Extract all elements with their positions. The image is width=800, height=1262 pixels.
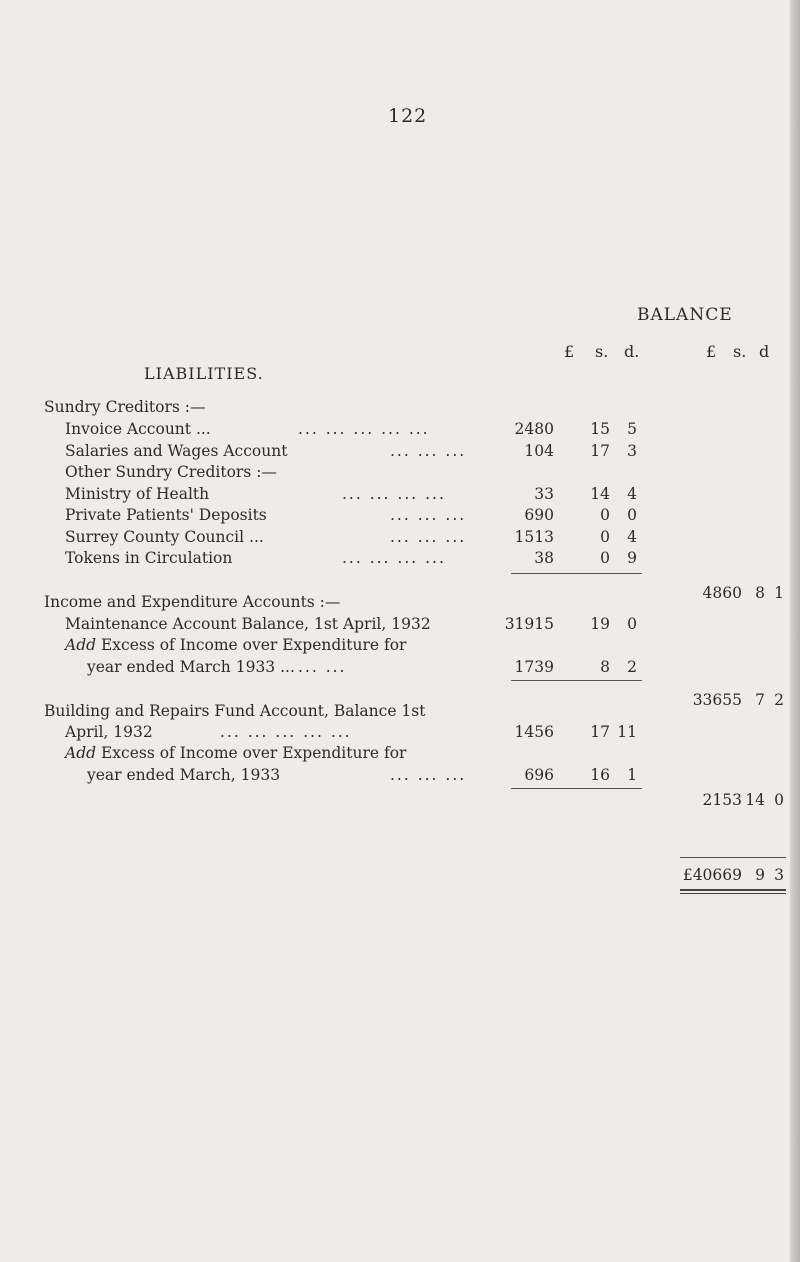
row-pence: 1: [627, 766, 637, 784]
row-pence: 4: [627, 485, 637, 503]
page-edge-shadow: [790, 0, 800, 1262]
row-pence: 11: [617, 723, 637, 741]
balance-pence-header: d: [759, 342, 770, 361]
row-shillings: 14: [590, 485, 610, 503]
row-pounds: 690: [524, 506, 554, 524]
row-pounds: 1456: [514, 723, 554, 741]
row-shillings: 8: [600, 658, 610, 676]
row-pounds: 38: [534, 549, 554, 567]
row-pounds: 33: [534, 485, 554, 503]
row-pounds: 1513: [514, 528, 554, 546]
sundry-creditors-title: Sundry Creditors :—: [44, 398, 206, 416]
page-number: 122: [388, 105, 428, 127]
grand-total-shillings: 9: [755, 866, 765, 884]
row-shillings: 0: [600, 506, 610, 524]
subtotal-rule: [511, 573, 642, 574]
total-pence: 2: [774, 691, 784, 709]
grand-total-double-rule-2: [680, 893, 786, 894]
balance-heading: BALANCE: [637, 305, 733, 325]
row-shillings: 0: [600, 549, 610, 567]
row-pounds: 696: [524, 766, 554, 784]
row-label: Tokens in Circulation: [65, 549, 233, 567]
row-label: Surrey County Council ...: [65, 528, 264, 546]
add-word: Add: [65, 636, 97, 654]
row-leaders: ... ... ... ...: [342, 485, 446, 503]
row-pence: 9: [627, 549, 637, 567]
grand-total-pounds: £40669: [682, 866, 742, 884]
add-word: Add: [65, 744, 97, 762]
grand-total-double-rule-1: [680, 889, 786, 891]
row-leaders: ... ... ...: [390, 528, 467, 546]
row-leaders: ... ... ... ...: [342, 549, 446, 567]
col-pounds-header: £: [564, 342, 575, 361]
row-leaders: ... ... ... ... ...: [220, 723, 352, 741]
add-excess-line: [65, 636, 406, 654]
april-1932-label: April, 1932: [65, 723, 153, 741]
total-pounds: 33655: [692, 691, 742, 709]
row-label: Invoice Account ...: [65, 420, 211, 438]
year-ended-label: year ended March, 1933: [87, 766, 281, 784]
row-shillings: 16: [590, 766, 610, 784]
row-leaders: ... ...: [298, 658, 347, 676]
balance-shillings-header: s.: [733, 342, 747, 361]
row-leaders: ... ... ... ... ...: [298, 420, 430, 438]
row-shillings: 17: [590, 442, 610, 460]
row-pence: 3: [627, 442, 637, 460]
total-shillings: 7: [755, 691, 765, 709]
row-leaders: ... ... ...: [390, 766, 467, 784]
row-label: Ministry of Health: [65, 485, 210, 503]
liabilities-heading: LIABILITIES.: [144, 364, 264, 383]
row-pence: 4: [627, 528, 637, 546]
building-fund-label: Building and Repairs Fund Account, Balance 1st: [44, 702, 426, 720]
total-shillings: 8: [755, 584, 765, 602]
row-shillings: 19: [590, 615, 610, 633]
balance-pounds-header: £: [706, 342, 717, 361]
excess-label: Excess of Income over Expenditure for: [100, 636, 407, 654]
income-expenditure-title: Income and Expenditure Accounts :—: [44, 593, 341, 611]
subtotal-rule: [511, 788, 642, 789]
grand-total-pence: 3: [774, 866, 784, 884]
total-pounds: 4860: [702, 584, 742, 602]
row-shillings: 0: [600, 528, 610, 546]
year-ended-label: year ended March 1933 ...: [87, 658, 295, 676]
total-pounds: 2153: [702, 791, 742, 809]
total-pence: 0: [774, 791, 784, 809]
excess-label: Excess of Income over Expenditure for: [100, 744, 407, 762]
row-pounds: 104: [524, 442, 554, 460]
other-sundry-creditors-title: Other Sundry Creditors :—: [65, 463, 277, 481]
row-pence: 2: [627, 658, 637, 676]
row-pounds: 2480: [514, 420, 554, 438]
col-shillings-header: s.: [595, 342, 609, 361]
row-pence: 0: [627, 506, 637, 524]
row-pounds: 31915: [504, 615, 554, 633]
row-leaders: ... ... ...: [390, 442, 467, 460]
row-shillings: 15: [590, 420, 610, 438]
row-leaders: ... ... ...: [390, 506, 467, 524]
row-label: Salaries and Wages Account: [65, 442, 288, 460]
maintenance-account-label: Maintenance Account Balance, 1st April, 1932: [65, 615, 431, 633]
total-pence: 1: [774, 584, 784, 602]
subtotal-rule: [511, 680, 642, 681]
total-shillings: 14: [745, 791, 765, 809]
add-excess-line: [65, 744, 406, 762]
row-label: Private Patients' Deposits: [65, 506, 267, 524]
row-shillings: 17: [590, 723, 610, 741]
col-pence-header: d.: [624, 342, 640, 361]
grand-total-top-rule: [680, 857, 786, 858]
row-pence: 5: [627, 420, 637, 438]
row-pence: 0: [627, 615, 637, 633]
row-pounds: 1739: [514, 658, 554, 676]
